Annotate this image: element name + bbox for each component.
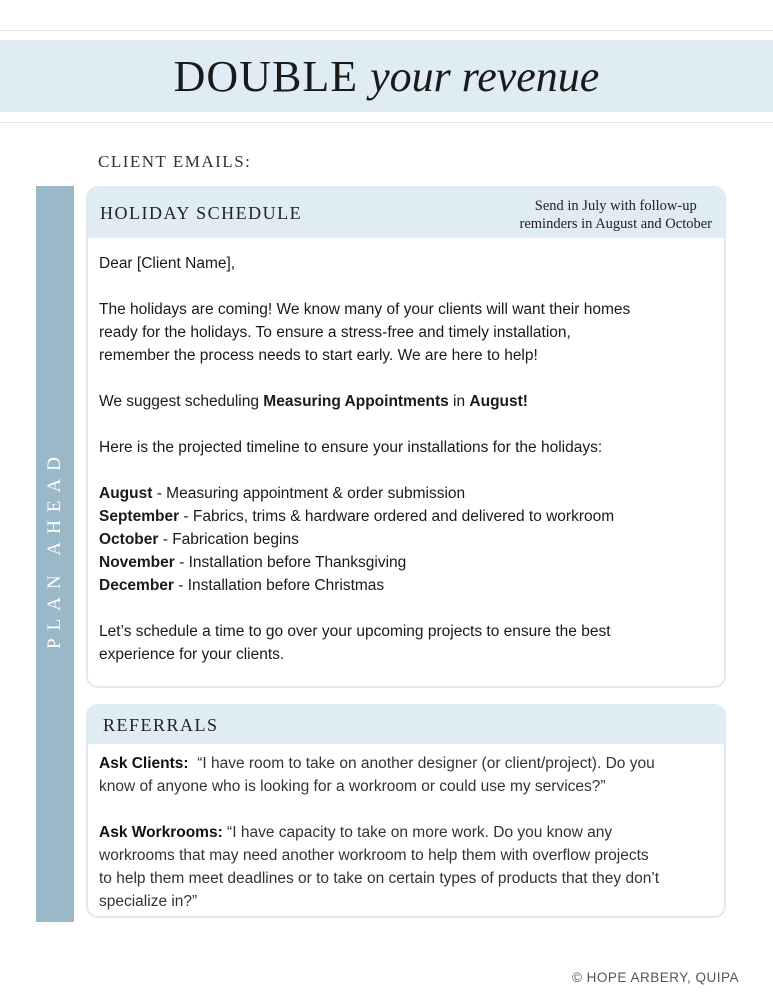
top-rule [0, 30, 773, 31]
timeline-text: - Measuring appointment & order submission [152, 485, 466, 502]
side-label: PLAN AHEAD [44, 449, 65, 649]
closing-line: experience for your clients. [99, 646, 285, 663]
ask-workrooms-line: workrooms that may need another workroom to help them with overflow projects [99, 847, 649, 864]
timeline-item [99, 482, 713, 505]
timeline-month: November [99, 554, 175, 571]
holiday-send-note [520, 197, 713, 233]
suggest-month: August! [469, 393, 528, 410]
bottom-rule [0, 122, 773, 123]
suggestion [99, 390, 713, 413]
holiday-card-header [88, 188, 724, 238]
ask-clients-text: “I have room to take on another designer (or client/project). Do you [188, 755, 655, 772]
intro-line: The holidays are coming! We know many of your clients will want their homes [99, 301, 631, 318]
suggest-prefix: We suggest scheduling [99, 393, 264, 410]
title-main: DOUBLE [173, 51, 359, 101]
timeline-month: August [99, 485, 153, 502]
timeline-month: December [99, 577, 174, 594]
holiday-email-body [88, 238, 724, 666]
suggest-appointments: Measuring Appointments [263, 393, 449, 410]
section-label: CLIENT EMAILS: [98, 152, 252, 171]
intro-line: ready for the holidays. To ensure a stress-free and timely installation, [99, 324, 571, 341]
timeline-item [99, 574, 713, 597]
timeline-text: - Fabrication begins [158, 531, 299, 548]
timeline-intro: Here is the projected timeline to ensure your installations for the holidays: [99, 439, 603, 456]
ask-workrooms-line: to help them meet deadlines or to take on certain types of products that they don’t [99, 870, 660, 887]
intro-line: remember the process needs to start early. We are here to help! [99, 347, 538, 364]
ask-clients-label: Ask Clients: [99, 755, 189, 772]
greeting: Dear [Client Name], [99, 255, 236, 272]
timeline-text: - Installation before Christmas [173, 577, 385, 594]
note-line: reminders in August and October [519, 216, 712, 232]
title-band [0, 40, 773, 112]
timeline-month: September [99, 508, 180, 525]
closing-line: Let’s schedule a time to go over your upcoming projects to ensure the best [99, 623, 611, 640]
ask-workrooms-text: “I have capacity to take on more work. Do you know any [222, 824, 613, 841]
note-line: Send in July with follow-up [534, 198, 697, 214]
suggest-mid: in [448, 393, 470, 410]
timeline-month: October [99, 531, 159, 548]
timeline-text: - Fabrics, trims & hardware ordered and delivered to workroom [179, 508, 615, 525]
copyright-footer: © HOPE ARBERY, QUIPA [571, 970, 739, 985]
referrals-body [88, 744, 724, 913]
title-italic: your revenue [370, 51, 600, 101]
page-title [174, 51, 600, 102]
ask-clients [99, 752, 713, 775]
holiday-card-title: HOLIDAY SCHEDULE [100, 202, 303, 223]
ask-workrooms-label: Ask Workrooms: [99, 824, 223, 841]
referrals-card-header [88, 706, 724, 744]
holiday-schedule-card [86, 186, 726, 688]
ask-workrooms [99, 821, 713, 844]
timeline-item [99, 505, 713, 528]
timeline-text: - Installation before Thanksgiving [174, 554, 407, 571]
timeline-item [99, 528, 713, 551]
referrals-card-title: REFERRALS [103, 714, 219, 735]
timeline-item [99, 551, 713, 574]
referrals-card [86, 704, 726, 918]
ask-workrooms-line: specialize in?” [99, 893, 198, 910]
ask-clients-line: know of anyone who is looking for a workroom or could use my services?” [99, 778, 606, 795]
